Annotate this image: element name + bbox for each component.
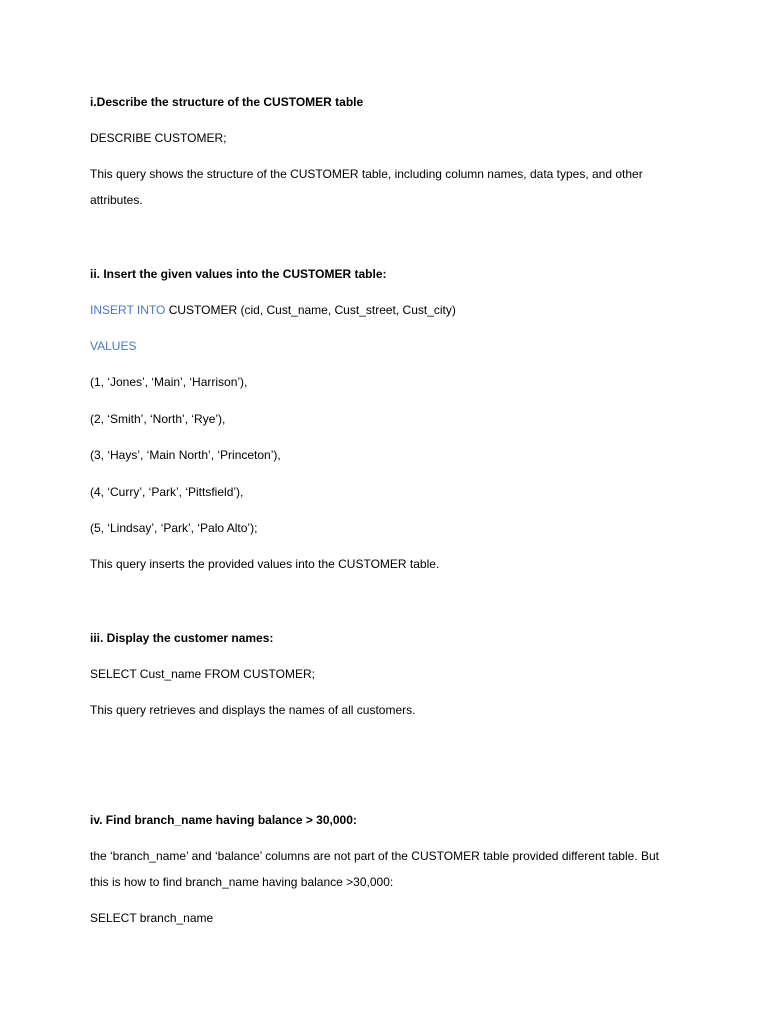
- display-explanation: This query retrieves and displays the names of all customers.: [90, 703, 416, 717]
- insert-row: (2, ‘Smith’, ‘North’, ‘Rye’),: [90, 412, 226, 426]
- sql-select-names-query: SELECT Cust_name FROM CUSTOMER;: [90, 667, 315, 681]
- section-heading-display: iii. Display the customer names:: [90, 631, 274, 645]
- insert-row: (3, ‘Hays’, ‘Main North’, ‘Princeton’),: [90, 448, 281, 462]
- section-heading-insert: ii. Insert the given values into the CUSTOMER table:: [90, 267, 387, 281]
- insert-row: (4, ‘Curry’, ‘Park’, ‘Pittsfield’),: [90, 485, 244, 499]
- values-keyword: VALUES: [90, 339, 137, 353]
- section-heading-describe: i.Describe the structure of the CUSTOMER table: [90, 95, 364, 109]
- insert-columns: CUSTOMER (cid, Cust_name, Cust_street, Cust_city): [165, 303, 456, 317]
- branch-explanation: the ‘branch_name’ and ‘balance’ columns are not part of the CUSTOMER table provided different table. But this is how to find branch_name having balance >30,000:: [90, 849, 659, 889]
- sql-insert-line: [90, 303, 456, 317]
- sql-select-branch-query: SELECT branch_name: [90, 911, 214, 925]
- describe-explanation: This query shows the structure of the CUSTOMER table, including column names, data types, and other attributes.: [90, 167, 643, 207]
- insert-row: (1, ‘Jones’, ‘Main’, ‘Harrison’),: [90, 375, 248, 389]
- insert-explanation: This query inserts the provided values into the CUSTOMER table.: [90, 557, 440, 571]
- sql-describe-query: DESCRIBE CUSTOMER;: [90, 131, 227, 145]
- insert-into-keyword: INSERT INTO: [90, 303, 166, 317]
- insert-row: (5, ‘Lindsay’, ‘Park’, ‘Palo Alto’);: [90, 521, 258, 535]
- section-heading-branch: iv. Find branch_name having balance > 30,000:: [90, 813, 357, 827]
